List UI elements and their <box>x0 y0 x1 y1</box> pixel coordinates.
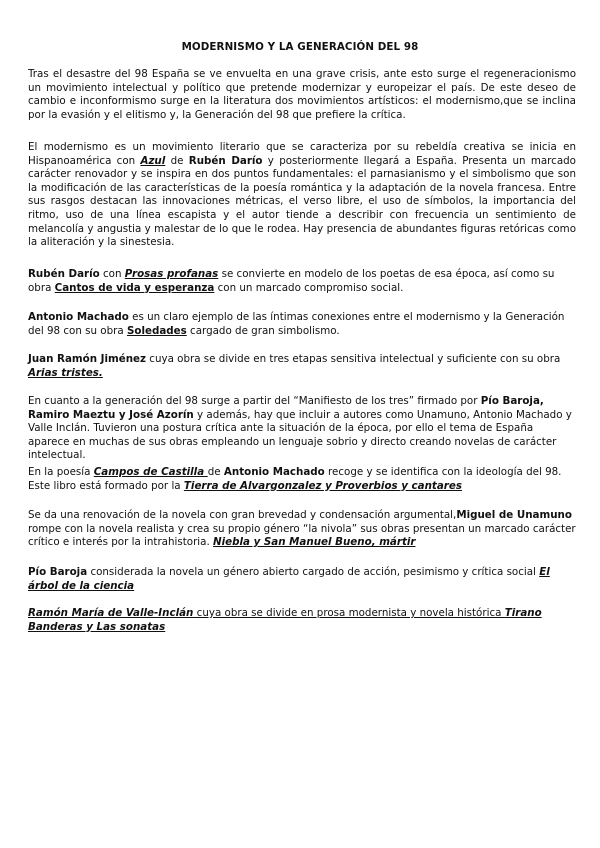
work-campos-de-castilla: Campos de Castilla <box>93 466 208 478</box>
work-niebla: Niebla y San Manuel Bueno, mártir <box>213 536 416 549</box>
valle-text-1: cuya obra se divide en prosa modernista y novela histórica <box>193 607 505 619</box>
work-arias-tristes: Arias tristes. <box>28 366 103 379</box>
paragraph-antonio-machado <box>28 311 576 338</box>
paragraph-generacion-98 <box>28 395 576 463</box>
author-pio-baroja: Pío Baroja <box>28 566 88 578</box>
paragraph-unamuno <box>28 509 576 550</box>
author-antonio-machado: Antonio Machado <box>223 466 325 478</box>
poesia-text-2: de <box>207 466 224 478</box>
author-valle-inclan: Ramón María de Valle-Inclán <box>28 607 194 619</box>
work-tierra-de-alvargonzalez: Tierra de Alvargonzalez y Proverbios y cantares <box>183 479 462 492</box>
work-el-arbol-de-la-ciencia: El árbol de la ciencia <box>28 566 550 592</box>
poesia-text-3: recoge y se identifica con la ideología del 98. Este libro está formado por la <box>28 466 562 492</box>
author-miguel-de-unamuno: Miguel de Unamuno <box>456 509 572 521</box>
work-soledades: Soledades <box>126 324 187 337</box>
unamuno-text-1: Se da una renovación de la novela con gran brevedad y condensación argumental, <box>28 509 457 521</box>
modernismo-text-1: El modernismo es un movimiento literario que se caracteriza por su rebeldía creativa se inicia en Hispanoamérica con <box>28 141 576 167</box>
paragraph-campos-de-castilla <box>28 466 576 493</box>
intro-text: Tras el desastre del 98 España se ve envuelta en una grave crisis, ante esto surge el regeneracionismo un movimiento intelectual y político que pretende modernizar y europeizar el país. De este deseo de cambio e inconformismo surge en la literatura dos movimientos artísticos: el modernismo,que se inclina por la evasión y el elitismo y, la Generación del 98 que prefiere la crítica. <box>28 68 576 121</box>
poesia-text-1: En la poesía <box>28 466 94 478</box>
ruben-text-1: con <box>99 268 125 280</box>
machado-text-1: es un claro ejemplo de las íntimas conexiones entre el modernismo y la Generación del 98 con su obra <box>28 311 565 337</box>
work-cantos-de-vida: Cantos de vida y esperanza <box>54 281 215 294</box>
work-tirano-banderas: Tirano Banderas y Las sonatas <box>28 607 542 633</box>
author-juan-ramon-jimenez: Juan Ramón Jiménez <box>28 353 147 365</box>
work-prosas-profanas: Prosas profanas <box>124 268 219 280</box>
gen98-text-2: y además, hay que incluir a autores como Unamuno, Antonio Machado y Valle Inclán. Tuvieron una postura crítica ante la situación de la época, por ello el tema de España aparece en muchas de sus obras empleando un lenguaje sobrio y directo creando novelas de carácter intelectual. <box>28 408 572 462</box>
paragraph-pio-baroja <box>28 566 576 593</box>
author-antonio-machado: Antonio Machado <box>28 311 129 323</box>
work-azul: Azul <box>140 154 166 167</box>
modernismo-text-3: y posteriormente llegará a España. Presenta un marcado carácter renovador y se inspira en dos puntos fundamentales: el parnasianismo y el simbolismo que son la modificación de las características de la poesía romántica y la adaptación de la novela francesa. Entre sus rasgos destacan las innovaciones métricas, el verso libre, el uso de símbolos, la importancia del ritmo, uso de una línea escapista y el autor tiende a describir con frecuencia un sentimiento de melancolía y angustia y malestar de lo que le rodea. Hay presencia de abundantes figuras retóricas como la aliteración y la sinestesia. <box>28 154 576 249</box>
paragraph-ruben-dario <box>28 268 576 295</box>
paragraph-modernismo <box>28 141 576 250</box>
paragraph-intro <box>28 68 576 122</box>
baroja-text-1: considerada la novela un género abierto cargado de acción, pesimismo y crítica social <box>87 566 540 578</box>
paragraph-valle-inclan <box>28 607 576 634</box>
ruben-text-3: con un marcado compromiso social. <box>214 281 404 294</box>
author-ruben-dario: Rubén Darío <box>188 154 263 167</box>
authors-manifiesto: Pío Baroja, Ramiro Maeztu y José Azorín <box>28 395 544 421</box>
author-ruben-dario: Rubén Darío <box>28 268 100 280</box>
ruben-text-2: se convierte en modelo de los poetas de esa época, así como su obra <box>28 268 555 294</box>
gen98-text-1: En cuanto a la generación del 98 surge a partir del “Manifiesto de los tres” firmado por <box>28 395 481 407</box>
paragraph-juan-ramon-jimenez <box>28 353 576 380</box>
machado-text-2: cargado de gran simbolismo. <box>186 324 340 337</box>
unamuno-text-2: rompe con la novela realista y crea su propio género “la nivola” sus obras presentan un marcado carácter crítico e interés por la intrahistoria. <box>28 522 576 549</box>
jimenez-text-1: cuya obra se divide en tres etapas sensitiva intelectual y suficiente con su obra <box>146 353 561 365</box>
modernismo-text-2: de <box>165 154 189 167</box>
page-title: MODERNISMO Y LA GENERACIÓN DEL 98 <box>181 41 419 53</box>
